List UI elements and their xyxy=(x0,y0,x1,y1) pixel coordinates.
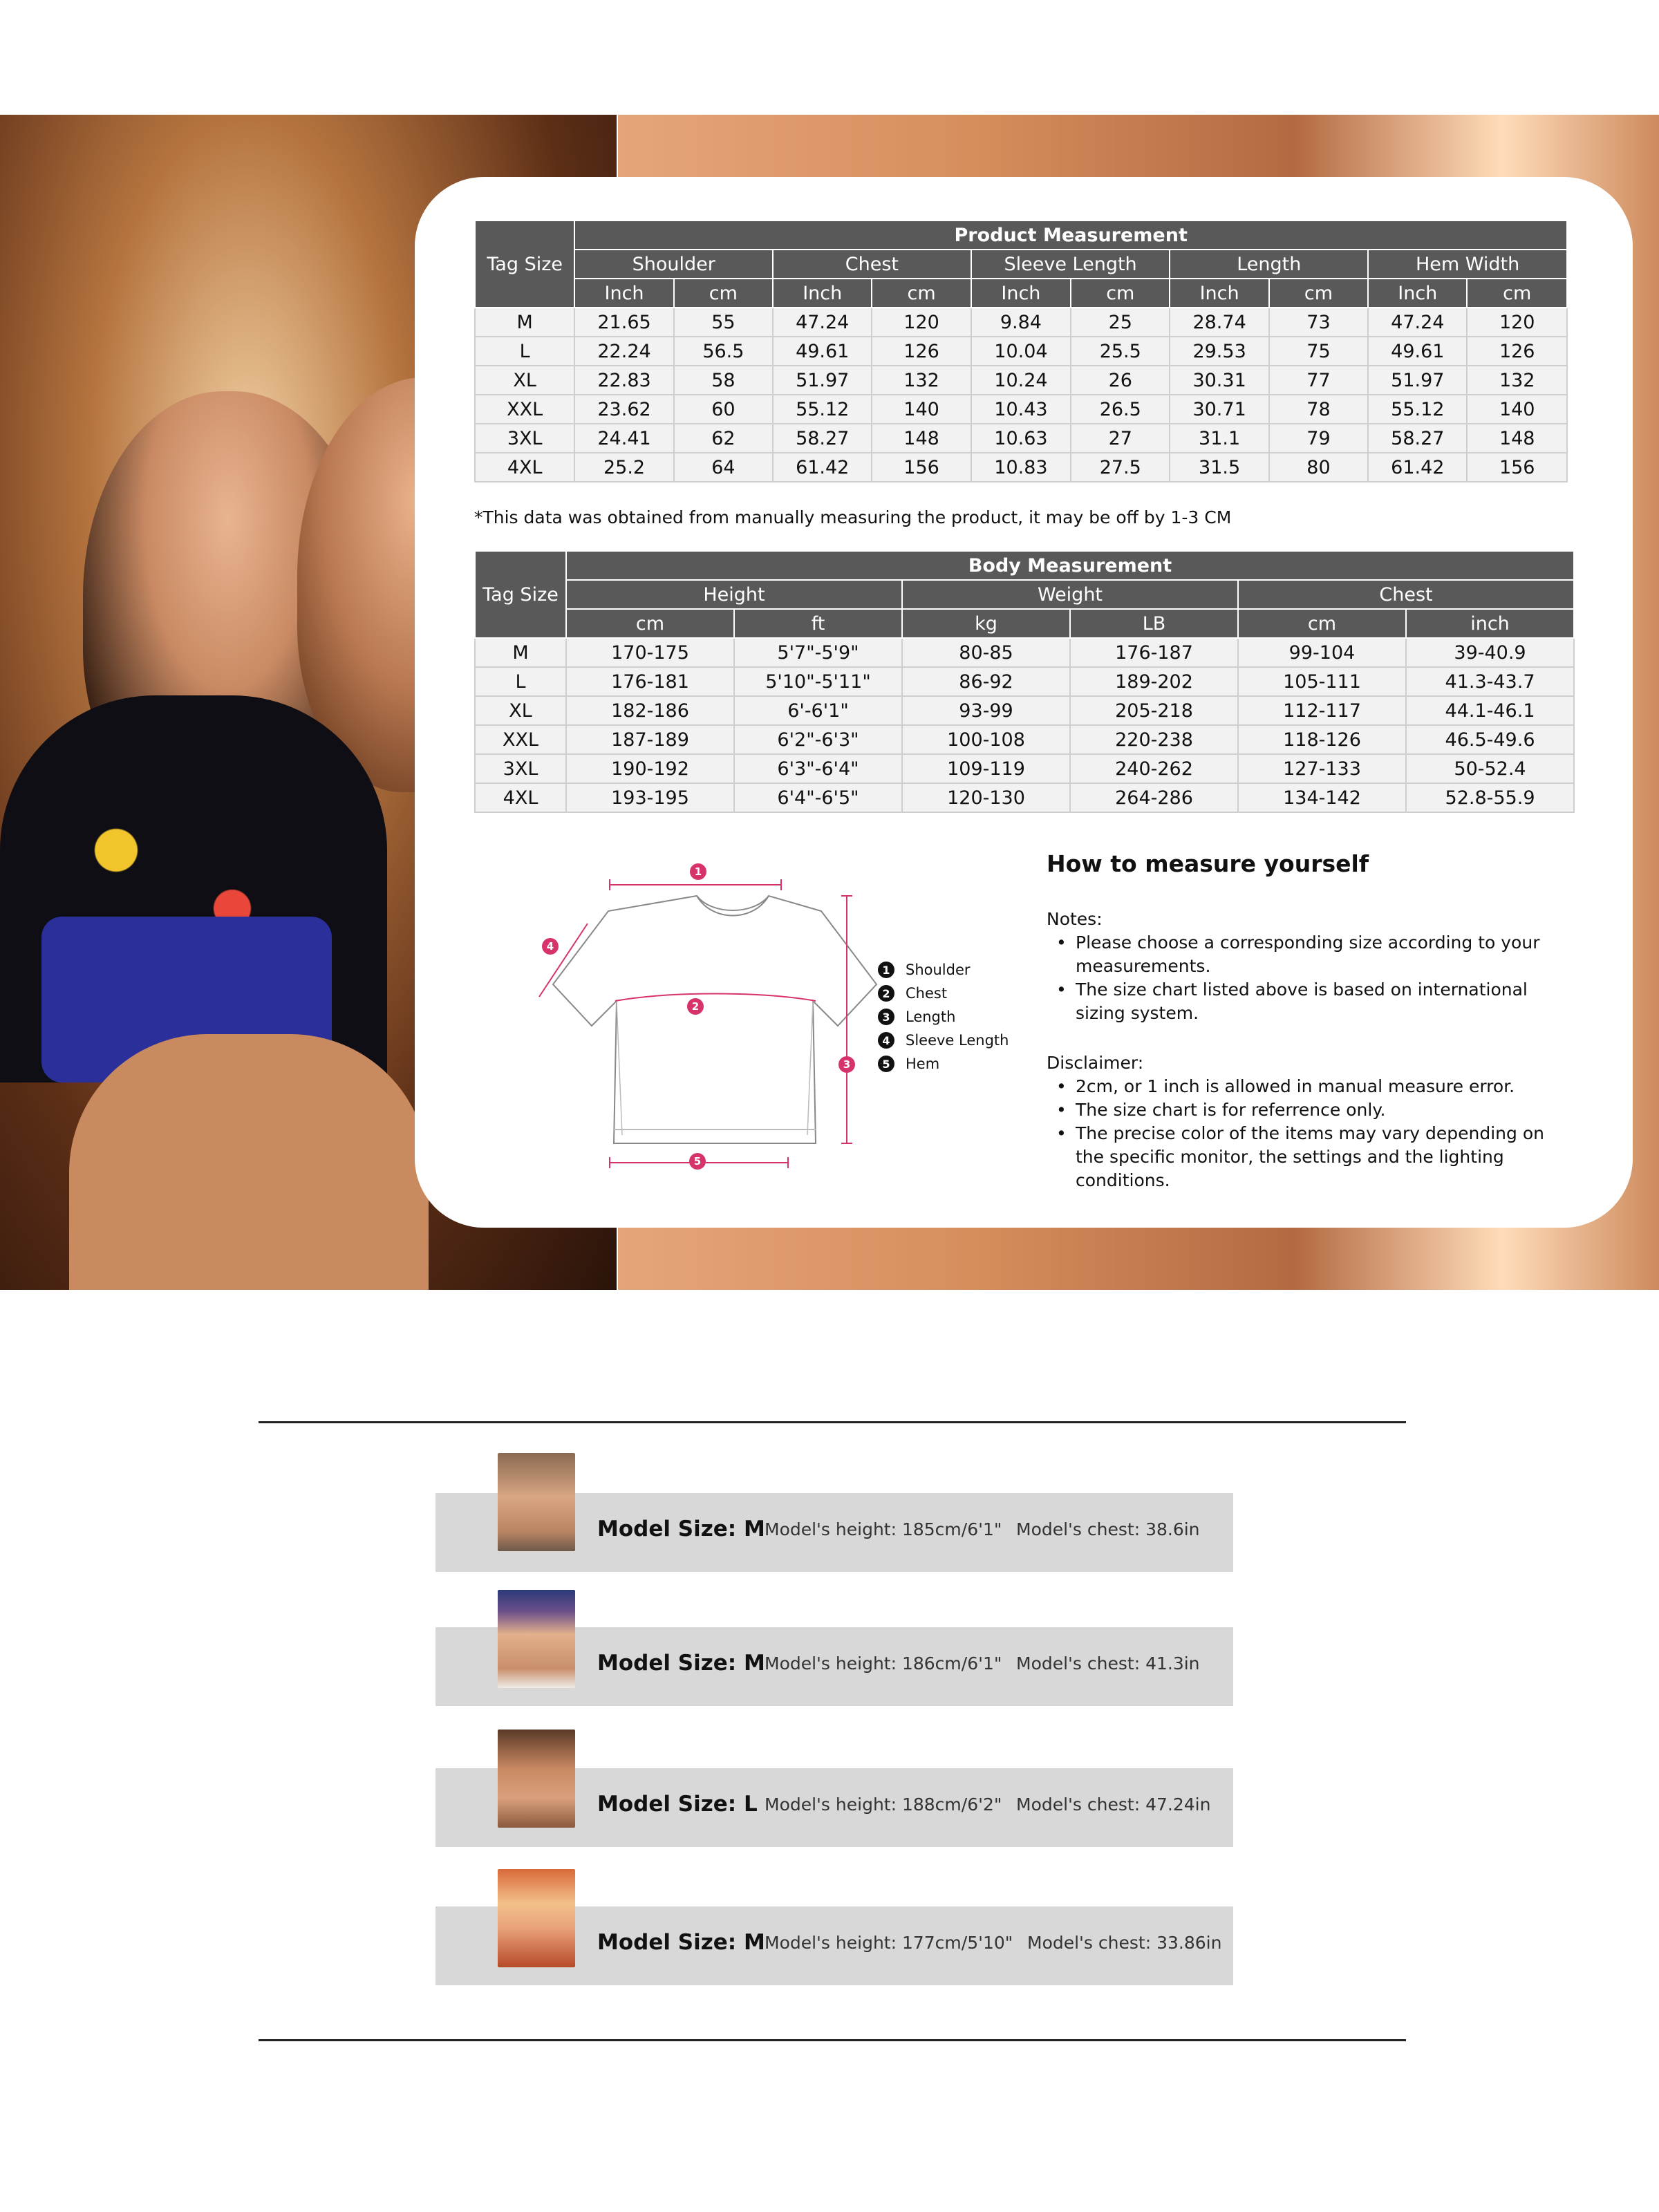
table-cell: 126 xyxy=(1467,337,1567,366)
column-group-header: Height xyxy=(566,580,902,609)
disclaimer-label: Disclaimer: xyxy=(1047,1053,1144,1073)
size-label: L xyxy=(475,337,574,366)
table-cell: 52.8-55.9 xyxy=(1406,783,1574,812)
model-size: Model Size: M xyxy=(597,1651,765,1676)
table-cell: 55.12 xyxy=(773,395,872,424)
table-cell: 148 xyxy=(1467,424,1567,453)
legs xyxy=(69,1034,429,1290)
table-cell: 27.5 xyxy=(1071,453,1170,482)
table-row xyxy=(475,667,1574,696)
model-height: Model's height: 188cm/6'2" xyxy=(765,1794,1002,1815)
legend-item xyxy=(878,1052,1009,1076)
table-cell: 80-85 xyxy=(902,638,1070,667)
table-cell: 99-104 xyxy=(1238,638,1406,667)
table-cell: 10.24 xyxy=(971,366,1071,395)
table-cell: 156 xyxy=(1467,453,1567,482)
column-group-header: Weight xyxy=(902,580,1238,609)
table-cell: 47.24 xyxy=(1368,308,1467,337)
table-cell: 5'7"-5'9" xyxy=(734,638,902,667)
table-cell: 10.04 xyxy=(971,337,1071,366)
size-label: 4XL xyxy=(475,453,574,482)
table-cell: 140 xyxy=(1467,395,1567,424)
table-cell: 120 xyxy=(1467,308,1567,337)
unit-header: Inch xyxy=(971,279,1071,308)
table-cell: 182-186 xyxy=(566,696,734,725)
body-table-title: Body Measurement xyxy=(566,551,1574,580)
table-row xyxy=(475,337,1567,366)
disclaimer-item: • 2cm, or 1 inch is allowed in manual measure error. xyxy=(1047,1075,1572,1098)
size-label: 3XL xyxy=(475,424,574,453)
size-label: 3XL xyxy=(475,754,566,783)
size-label: L xyxy=(475,667,566,696)
table-cell: 148 xyxy=(872,424,971,453)
table-cell: 30.31 xyxy=(1170,366,1268,395)
table-cell: 10.83 xyxy=(971,453,1071,482)
column-group-header: Chest xyxy=(1238,580,1574,609)
table-row xyxy=(475,308,1567,337)
table-cell: 51.97 xyxy=(1368,366,1467,395)
table-cell: 156 xyxy=(872,453,971,482)
table-cell: 170-175 xyxy=(566,638,734,667)
table-cell: 23.62 xyxy=(574,395,673,424)
size-label: XL xyxy=(475,366,574,395)
measure-title: How to measure yourself xyxy=(1047,850,1369,877)
unit-header: Inch xyxy=(1368,279,1467,308)
table-cell: 109-119 xyxy=(902,754,1070,783)
table-row xyxy=(475,754,1574,783)
legend-number: 2 xyxy=(878,985,894,1002)
table-cell: 58.27 xyxy=(773,424,872,453)
column-group-header: Sleeve Length xyxy=(971,250,1170,279)
top-divider xyxy=(259,1421,1406,1423)
table-cell: 49.61 xyxy=(1368,337,1467,366)
table-cell: 29.53 xyxy=(1170,337,1268,366)
table-cell: 5'10"-5'11" xyxy=(734,667,902,696)
notes-label: Notes: xyxy=(1047,909,1103,929)
legend-label: Sleeve Length xyxy=(906,1032,1009,1049)
model-height: Model's height: 185cm/6'1" xyxy=(765,1519,1002,1539)
table-cell: 25.2 xyxy=(574,453,673,482)
table-row xyxy=(475,395,1567,424)
table-row xyxy=(475,453,1567,482)
legend-label: Shoulder xyxy=(906,962,971,978)
table-cell: 61.42 xyxy=(1368,453,1467,482)
tag-size-header: Tag Size xyxy=(475,221,574,308)
size-label: M xyxy=(475,308,574,337)
table-cell: 22.83 xyxy=(574,366,673,395)
size-label: 4XL xyxy=(475,783,566,812)
legend-item xyxy=(878,1029,1009,1052)
model-height: Model's height: 177cm/5'10" xyxy=(765,1933,1013,1953)
column-group-header: Chest xyxy=(773,250,971,279)
notes-list xyxy=(1047,931,1572,1025)
table-cell: 10.43 xyxy=(971,395,1071,424)
legend-number: 5 xyxy=(878,1056,894,1072)
table-cell: 44.1-46.1 xyxy=(1406,696,1574,725)
marker-hem: 5 xyxy=(693,1155,702,1168)
legend-item xyxy=(878,958,1009,982)
table-cell: 31.5 xyxy=(1170,453,1268,482)
table-cell: 190-192 xyxy=(566,754,734,783)
unit-header: cm xyxy=(1467,279,1567,308)
table-cell: 64 xyxy=(674,453,773,482)
table-cell: 79 xyxy=(1269,424,1368,453)
table-row xyxy=(475,638,1574,667)
size-label: XL xyxy=(475,696,566,725)
legend-item xyxy=(878,1005,1009,1029)
unit-header: Inch xyxy=(1170,279,1268,308)
model-avatar xyxy=(498,1590,575,1688)
product-measurement-table xyxy=(474,220,1568,482)
legend-number: 3 xyxy=(878,1009,894,1025)
table-cell: 6'3"-6'4" xyxy=(734,754,902,783)
product-table-title: Product Measurement xyxy=(574,221,1567,250)
note-item: • The size chart listed above is based on international sizing system. xyxy=(1047,978,1572,1025)
model-size: Model Size: M xyxy=(597,1517,765,1541)
bottom-divider xyxy=(259,2039,1406,2041)
table-cell: 120-130 xyxy=(902,783,1070,812)
column-group-header: Hem Width xyxy=(1368,250,1567,279)
model-avatar xyxy=(498,1730,575,1828)
table-cell: 41.3-43.7 xyxy=(1406,667,1574,696)
table-cell: 105-111 xyxy=(1238,667,1406,696)
unit-header: cm xyxy=(1071,279,1170,308)
table-cell: 26.5 xyxy=(1071,395,1170,424)
table-row xyxy=(475,366,1567,395)
table-cell: 240-262 xyxy=(1070,754,1238,783)
marker-length: 3 xyxy=(843,1058,851,1071)
table-cell: 264-286 xyxy=(1070,783,1238,812)
table-row xyxy=(475,783,1574,812)
note-item: • Please choose a corresponding size according to your measurements. xyxy=(1047,931,1572,978)
unit-header: LB xyxy=(1070,609,1238,638)
table-cell: 26 xyxy=(1071,366,1170,395)
unit-header: cm xyxy=(674,279,773,308)
table-cell: 205-218 xyxy=(1070,696,1238,725)
table-cell: 75 xyxy=(1269,337,1368,366)
table-cell: 112-117 xyxy=(1238,696,1406,725)
table-cell: 21.65 xyxy=(574,308,673,337)
column-group-header: Length xyxy=(1170,250,1368,279)
model-height: Model's height: 186cm/6'1" xyxy=(765,1653,1002,1674)
tshirt-outline xyxy=(553,896,877,1143)
unit-header: ft xyxy=(734,609,902,638)
table-cell: 51.97 xyxy=(773,366,872,395)
disclaimer-list xyxy=(1047,1075,1572,1192)
unit-header: kg xyxy=(902,609,1070,638)
table-cell: 77 xyxy=(1269,366,1368,395)
table-cell: 25 xyxy=(1071,308,1170,337)
marker-shoulder: 1 xyxy=(694,865,702,878)
table-cell: 10.63 xyxy=(971,424,1071,453)
table-cell: 100-108 xyxy=(902,725,1070,754)
table-cell: 120 xyxy=(872,308,971,337)
model-chest: Model's chest: 47.24in xyxy=(1016,1794,1211,1815)
unit-header: cm xyxy=(566,609,734,638)
model-chest: Model's chest: 41.3in xyxy=(1016,1653,1200,1674)
model-avatar xyxy=(498,1869,575,1967)
body-measurement-table xyxy=(474,550,1575,813)
legend-label: Hem xyxy=(906,1056,940,1072)
unit-header: cm xyxy=(1269,279,1368,308)
table-cell: 6'-6'1" xyxy=(734,696,902,725)
table-cell: 132 xyxy=(1467,366,1567,395)
table-cell: 25.5 xyxy=(1071,337,1170,366)
table-cell: 118-126 xyxy=(1238,725,1406,754)
table-cell: 6'2"-6'3" xyxy=(734,725,902,754)
table-cell: 55 xyxy=(674,308,773,337)
table-cell: 49.61 xyxy=(773,337,872,366)
unit-header: Inch xyxy=(574,279,673,308)
table-cell: 61.42 xyxy=(773,453,872,482)
legend-number: 1 xyxy=(878,962,894,978)
tshirt-collar xyxy=(697,896,769,916)
table-cell: 220-238 xyxy=(1070,725,1238,754)
table-row xyxy=(475,725,1574,754)
table-row xyxy=(475,424,1567,453)
table-cell: 27 xyxy=(1071,424,1170,453)
table-cell: 46.5-49.6 xyxy=(1406,725,1574,754)
marker-chest: 2 xyxy=(691,1000,700,1013)
table-cell: 58.27 xyxy=(1368,424,1467,453)
model-size: Model Size: L xyxy=(597,1792,758,1817)
table-cell: 24.41 xyxy=(574,424,673,453)
model-chest: Model's chest: 38.6in xyxy=(1016,1519,1200,1539)
unit-header: cm xyxy=(1238,609,1406,638)
legend-number: 4 xyxy=(878,1032,894,1049)
table-cell: 126 xyxy=(872,337,971,366)
unit-header: cm xyxy=(872,279,971,308)
measurement-note: *This data was obtained from manually measuring the product, it may be off by 1-3 CM xyxy=(474,507,1232,527)
table-cell: 134-142 xyxy=(1238,783,1406,812)
table-cell: 176-187 xyxy=(1070,638,1238,667)
table-cell: 39-40.9 xyxy=(1406,638,1574,667)
table-cell: 55.12 xyxy=(1368,395,1467,424)
table-cell: 193-195 xyxy=(566,783,734,812)
table-cell: 132 xyxy=(872,366,971,395)
table-cell: 127-133 xyxy=(1238,754,1406,783)
table-cell: 140 xyxy=(872,395,971,424)
size-label: M xyxy=(475,638,566,667)
unit-header: Inch xyxy=(773,279,872,308)
size-label: XXL xyxy=(475,395,574,424)
column-group-header: Shoulder xyxy=(574,250,773,279)
table-cell: 22.24 xyxy=(574,337,673,366)
legend-label: Length xyxy=(906,1009,956,1025)
table-cell: 9.84 xyxy=(971,308,1071,337)
table-cell: 176-181 xyxy=(566,667,734,696)
table-cell: 60 xyxy=(674,395,773,424)
tag-size-header: Tag Size xyxy=(475,551,566,638)
table-cell: 28.74 xyxy=(1170,308,1268,337)
table-cell: 93-99 xyxy=(902,696,1070,725)
unit-header: inch xyxy=(1406,609,1574,638)
size-label: XXL xyxy=(475,725,566,754)
how-to-measure xyxy=(1047,850,1572,1219)
model-chest: Model's chest: 33.86in xyxy=(1027,1933,1222,1953)
table-cell: 86-92 xyxy=(902,667,1070,696)
table-cell: 58 xyxy=(674,366,773,395)
model-size: Model Size: M xyxy=(597,1930,765,1955)
table-cell: 31.1 xyxy=(1170,424,1268,453)
table-cell: 6'4"-6'5" xyxy=(734,783,902,812)
table-cell: 47.24 xyxy=(773,308,872,337)
table-cell: 189-202 xyxy=(1070,667,1238,696)
table-cell: 50-52.4 xyxy=(1406,754,1574,783)
model-avatar xyxy=(498,1453,575,1551)
legend-label: Chest xyxy=(906,985,948,1002)
table-cell: 78 xyxy=(1269,395,1368,424)
diagram-legend xyxy=(878,958,1009,1076)
table-cell: 56.5 xyxy=(674,337,773,366)
disclaimer-item: • The precise color of the items may vary depending on the specific monitor, the settings and the lighting conditions. xyxy=(1047,1122,1572,1192)
table-cell: 187-189 xyxy=(566,725,734,754)
disclaimer-item: • The size chart is for referrence only. xyxy=(1047,1098,1572,1122)
legend-item xyxy=(878,982,1009,1005)
marker-sleeve: 4 xyxy=(546,940,554,953)
table-cell: 30.71 xyxy=(1170,395,1268,424)
table-row xyxy=(475,696,1574,725)
table-cell: 62 xyxy=(674,424,773,453)
table-cell: 73 xyxy=(1269,308,1368,337)
table-cell: 80 xyxy=(1269,453,1368,482)
